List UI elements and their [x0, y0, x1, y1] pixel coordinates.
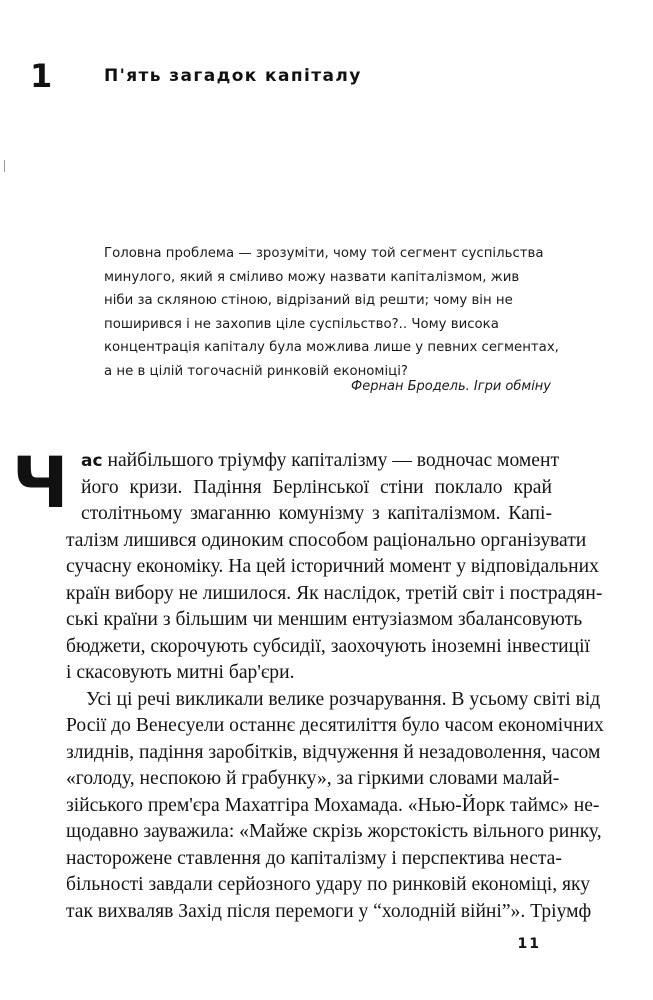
- body-line: і скасовують митні бар'єри.: [66, 662, 295, 683]
- epigraph-attribution: Фернан Бродель. Ігри обміну: [351, 379, 551, 394]
- drop-cap-continuation: ас: [81, 451, 103, 471]
- body-line: більності завдали серйозного удару по ринковій економіці, яку: [66, 874, 591, 895]
- epigraph-line: а не в цілій тогочасній ринковій економіці?: [104, 363, 408, 379]
- drop-cap: Ч: [12, 442, 69, 524]
- body-line: злиднів, падіння заробітків, відчуження й незадоволення, часом: [66, 741, 601, 763]
- body-line: бюджети, скорочують субсидії, заохочують іноземні інвестиції: [66, 635, 590, 657]
- epigraph-line: поширився і не захопив ціле суспільство?.. Чому висока: [104, 316, 499, 332]
- chapter-number: 1: [30, 57, 53, 95]
- body-line: столітньому змаганню комунізму з капіталізмом. Капі-: [81, 503, 552, 524]
- body-line: країн вибору не лишилося. Як наслідок, третій світ і пострадян-: [66, 582, 603, 604]
- chapter-title: П'ять загадок капіталу: [104, 66, 362, 86]
- body-line: так вихваляв Захід після перемоги у “холодній війні”». Тріумф: [66, 900, 592, 922]
- margin-scan-mark: [4, 160, 5, 172]
- body-text: [66, 448, 604, 925]
- page-number: 11: [517, 936, 541, 952]
- epigraph-line: ніби за скляною стіною, відрізаний від решти; чому він не: [104, 293, 513, 309]
- body-line: Усі ці речі викликали велике розчарування. В усьому світі від: [86, 688, 601, 710]
- body-line: насторожене ставлення до капіталізму і перспектива неста-: [66, 847, 562, 869]
- epigraph-line: минулого, який я сміливо можу назвати капіталізмом, жив: [104, 269, 520, 285]
- body-line: зійського прем'єра Махатгіра Мохамада. «Нью-Йорк таймс» не-: [66, 794, 600, 816]
- body-line: талізм лишився одиноким способом раціонально організувати: [66, 529, 587, 551]
- body-line: ас найбільшого тріумфу капіталізму — водночас момент: [81, 450, 560, 471]
- body-line: сучасну економіку. На цей історичний момент у відповідальних: [66, 556, 599, 577]
- body-line: його кризи. Падіння Берлінської стіни поклало край: [81, 476, 552, 498]
- body-line: Росії до Венесуели останнє десятиліття було часом економічних: [66, 715, 604, 736]
- epigraph-line: концентрація капіталу була можлива лише у певних сегментах,: [104, 340, 559, 356]
- body-line: щодавно зауважила: «Майже скрізь жорстокість вільного ринку,: [66, 821, 602, 842]
- epigraph: [104, 242, 559, 384]
- body-line: «голоду, неспокою й грабунку», за гіркими словами малай-: [66, 768, 560, 789]
- epigraph-line: Головна проблема — зрозуміти, чому той сегмент суспільства: [104, 246, 544, 261]
- body-line: ські країни з більшим чи меншим ентузіазмом збалансовують: [66, 609, 583, 630]
